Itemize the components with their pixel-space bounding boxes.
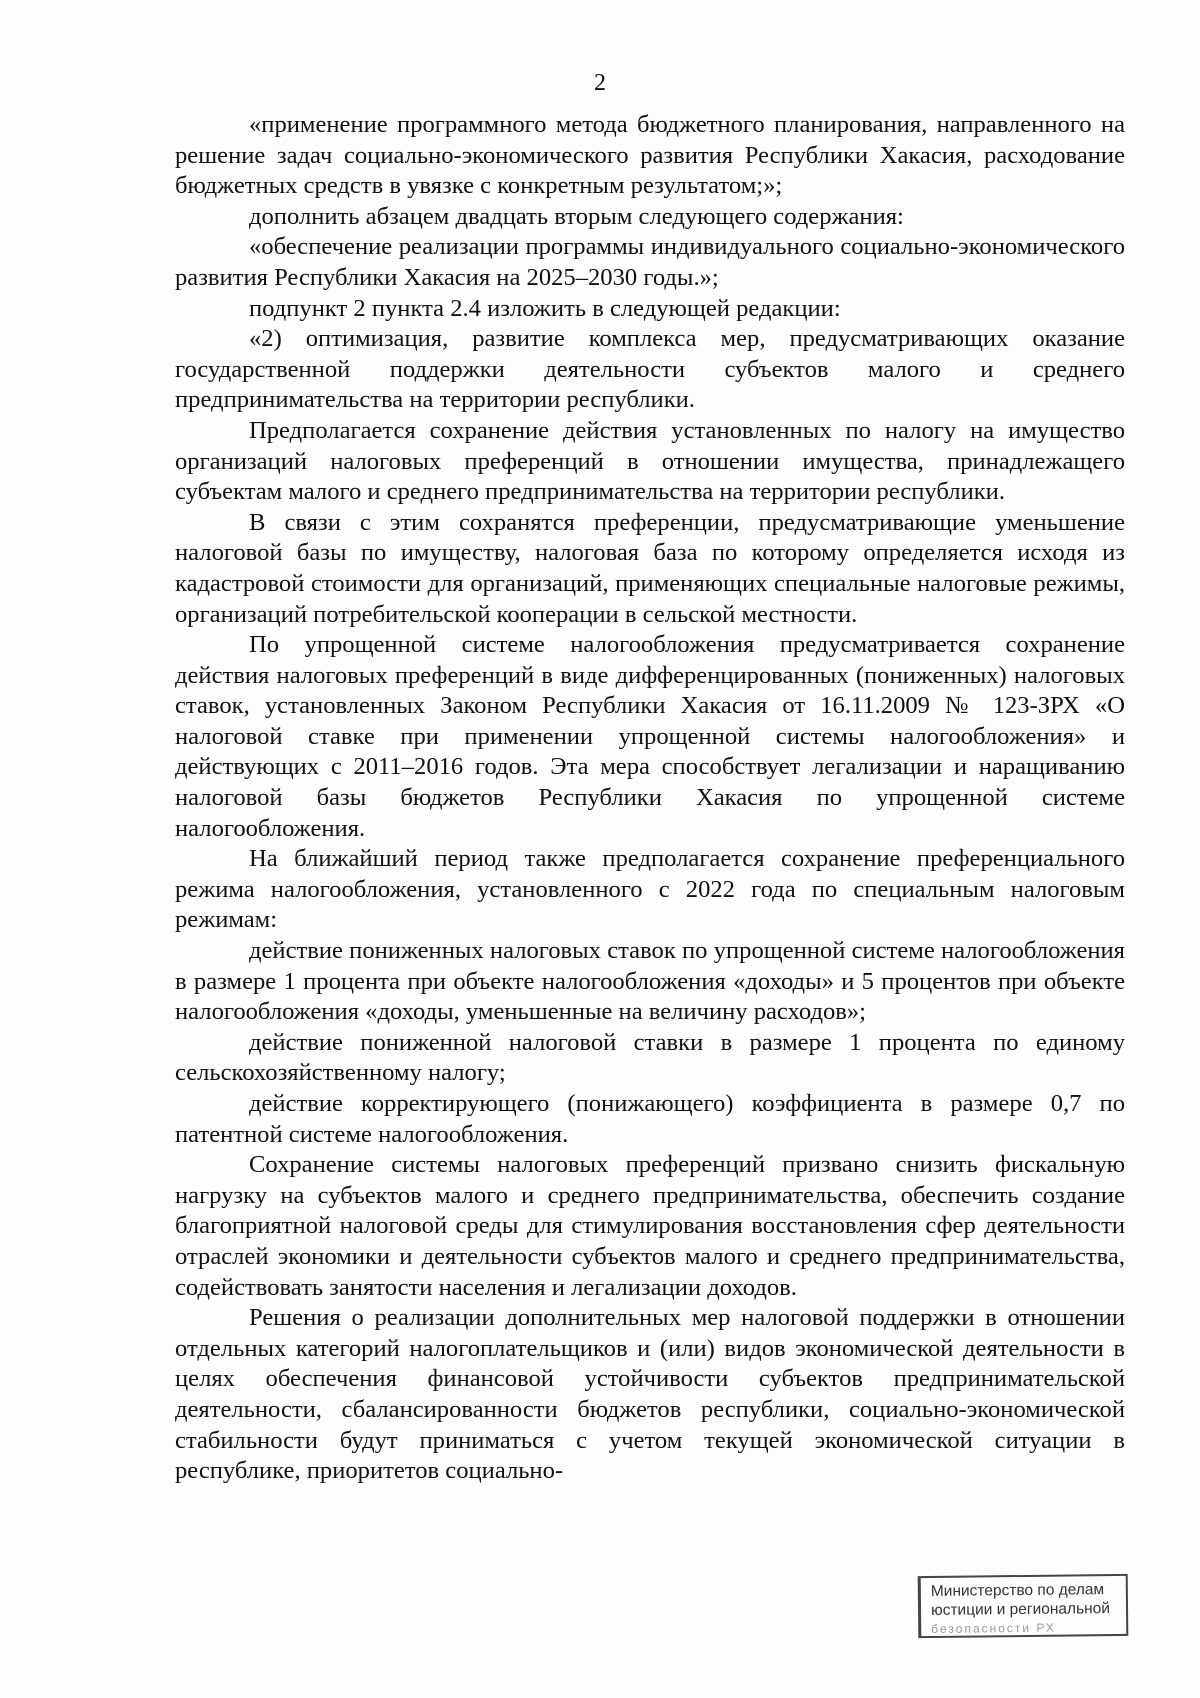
paragraph: действие пониженных налоговых ставок по упрощенной системе налогообложения в размере 1 процента при объекте налогообложения «доходы» и 5 процентов при объекте налогообложения «доходы, уменьшенные на величину расходов»; — [175, 937, 1125, 1026]
paragraph: «2) оптимизация, развитие комплекса мер, предусматривающих оказание государственной поддержки деятельности субъектов малого и среднего предпринимательства на территории республики. — [175, 325, 1125, 414]
paragraph: дополнить абзацем двадцать вторым следующего содержания: — [249, 202, 904, 230]
paragraph: подпункт 2 пункта 2.4 изложить в следующей редакции: — [249, 294, 841, 322]
paragraph: В связи с этим сохранятся преференции, предусматривающие уменьшение налоговой базы по имуществу, налоговая база по которому определяется исходя из кадастровой стоимости для организаций, применяющих специальные налоговые режимы, организаций потребительской кооперации в сельской местности. — [175, 508, 1125, 628]
document-body — [175, 110, 1125, 1487]
paragraph: Решения о реализации дополнительных мер налоговой поддержки в отношении отдельных категорий налогоплательщиков и (или) видов экономической деятельности в целях обеспечения финансовой устойчивости субъектов предпринимательской деятельности, сбалансированности бюджетов республики, социально-экономической стабильности будут приниматься с учетом текущей экономической ситуации в республике, приоритетов социально- — [175, 1304, 1125, 1485]
paragraph: На ближайший период также предполагается сохранение преференциального режима налогообложения, установленного с 2022 года по специальным налоговым режимам: — [175, 845, 1125, 934]
paragraph: Предполагается сохранение действия установленных по налогу на имущество организаций налоговых преференций в отношении имущества, принадлежащего субъектам малого и среднего предпринимательства на территории республики. — [175, 416, 1125, 506]
stamp-line: юстиции и региональной — [930, 1600, 1111, 1619]
page-number: 2 — [594, 70, 606, 96]
stamp-line: Министерство по делам — [930, 1581, 1105, 1600]
paragraph: действие пониженной налоговой ставки в размере 1 процента по единому сельскохозяйственному налогу; — [175, 1028, 1125, 1087]
paragraph: Сохранение системы налоговых преференций призвано снизить фискальную нагрузку на субъектов малого и среднего предпринимательства, обеспечить создание благоприятной налоговой среды для стимулирования восстановления сфер деятельности отраслей экономики и деятельности субъектов малого и среднего предпринимательства, содействовать занятости населения и легализации доходов. — [175, 1151, 1125, 1301]
stamp-line: безопасности РХ — [931, 1620, 1056, 1636]
ministry-stamp — [918, 1574, 1129, 1638]
paragraph: «применение программного метода бюджетного планирования, направленного на решение задач социально-экономического развития Республики Хакасия, расходование бюджетных средств в увязке с конкретным результатом;»; — [175, 111, 1125, 200]
paragraph: «обеспечение реализации программы индивидуального социально-экономического развития Республики Хакасия на 2025–2030 годы.»; — [175, 233, 1125, 291]
paragraph: По упрощенной системе налогообложения предусматривается сохранение действия налоговых преференций в виде дифференцированных (пониженных) налоговых ставок, установленных Законом Республики Хакасия от 16.11.2009 № 123-ЗРХ «О налоговой ставке при применении упрощенной системы налогообложения» и действующих с 2011–2016 годов. Эта мера способствует легализации и наращиванию налоговой базы бюджетов Республики Хакасия по упрощенной системе налогообложения. — [175, 631, 1125, 842]
paragraph: действие корректирующего (понижающего) коэффициента в размере 0,7 по патентной системе налогообложения. — [175, 1090, 1125, 1148]
